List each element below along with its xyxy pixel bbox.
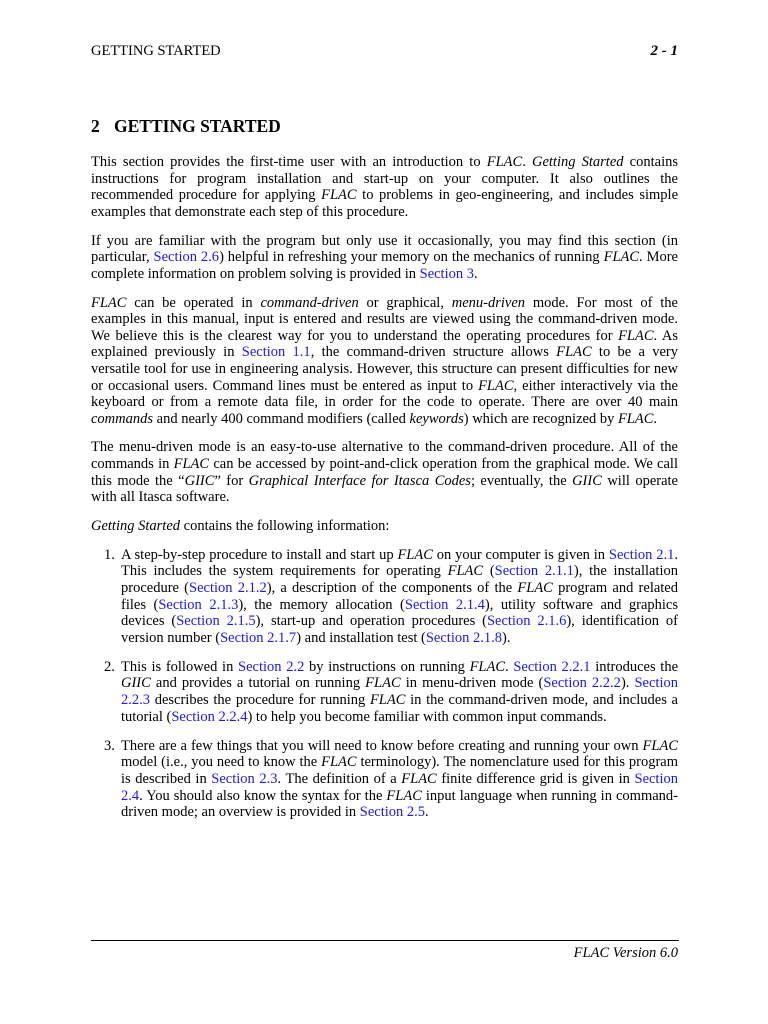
- menu-driven-term: menu-driven: [451, 294, 526, 311]
- text: ).: [501, 629, 511, 646]
- flac-term: FLAC: [642, 737, 678, 754]
- text: or graphical,: [358, 294, 452, 311]
- flac-term: FLAC: [478, 377, 514, 394]
- flac-term: FLAC: [618, 327, 654, 344]
- text: ).: [620, 675, 635, 692]
- link-section-2-1-7[interactable]: Section 2.1.7: [220, 629, 297, 646]
- paragraph-contents-lead: [91, 518, 678, 535]
- text: on your computer is given in: [432, 546, 609, 563]
- flac-term: FLAC: [401, 770, 437, 787]
- text: ), a description of the components of the: [266, 580, 518, 596]
- text: . You should also know the syntax for the: [139, 787, 387, 804]
- link-section-2-2[interactable]: Section 2.2: [238, 658, 305, 675]
- flac-term: FLAC: [447, 563, 484, 580]
- text: .: [505, 658, 514, 675]
- getting-started-term: Getting Started: [91, 518, 181, 535]
- text: to be a very versatile tool for use in engineering analysis. However, this structure can present difficulties for new or occasional users. Command lines must be entered as input to: [91, 344, 678, 394]
- giic-term: GIIC: [184, 472, 215, 489]
- text: . More complete information on problem solving is provided in: [91, 249, 678, 282]
- flac-term: FLAC: [91, 294, 127, 311]
- text: (: [483, 563, 495, 580]
- text: There are a few things that you will need to know before creating and running your own: [121, 737, 643, 754]
- text: . This includes the system requirements for operating: [121, 546, 678, 580]
- section-number: 2: [91, 116, 100, 136]
- flac-term: FLAC: [369, 692, 406, 709]
- text: .: [425, 804, 429, 821]
- flac-term: FLAC: [173, 456, 210, 473]
- text: program and related files (: [121, 580, 678, 613]
- text: terminology). The nomenclature used for this program is described in: [121, 754, 679, 787]
- text: in the command-driven mode, and includes a tutorial (: [121, 692, 678, 725]
- commands-term: commands: [91, 410, 154, 427]
- link-section-2-1-6[interactable]: Section 2.1.6: [486, 613, 567, 630]
- text: . As explained previously in: [91, 327, 678, 361]
- text: and provides a tutorial on running: [150, 675, 366, 692]
- text: . The definition of a: [277, 770, 402, 787]
- list-marker: 3.: [104, 737, 115, 754]
- text: can be accessed by point-and-click operation from the graphical mode. We call this mode the “: [91, 456, 678, 489]
- text: introduces the: [590, 658, 679, 675]
- text: and nearly 400 command modifiers (called: [153, 410, 410, 427]
- text: in menu-driven mode (: [400, 675, 544, 692]
- paragraph-familiar-users: [91, 233, 678, 283]
- text: A step-by-step procedure to install and start up: [121, 546, 398, 563]
- link-section-2-1-2[interactable]: Section 2.1.2: [189, 580, 267, 596]
- text: This section provides the first-time user with an introduction to: [91, 154, 487, 170]
- text: If you are familiar with the program but only use it occasionally, you may find this section (in particular,: [91, 232, 678, 266]
- list-marker: 1.: [104, 546, 115, 563]
- text: can be operated in: [126, 294, 261, 311]
- text: ), utility software and graphics devices (: [121, 596, 679, 630]
- giic-term: GIIC: [572, 472, 602, 489]
- text: ), start-up and operation procedures (: [255, 613, 487, 630]
- text: will operate with all Itasca software.: [91, 472, 678, 506]
- text: describes the procedure for running: [150, 692, 370, 709]
- text: , the command-driven structure allows: [310, 344, 557, 361]
- list-marker: 2.: [104, 658, 115, 675]
- text: to problems in geo-engineering, and includes simple examples that demonstrate each step of this procedure.: [91, 187, 679, 220]
- paragraph-operating-modes: [91, 295, 678, 428]
- link-section-2-1-4[interactable]: Section 2.1.4: [404, 596, 485, 613]
- text: contains instructions for program installation and start-up on your computer. It also outlines the recommended procedure for applying: [91, 154, 678, 204]
- keywords-term: keywords: [409, 410, 464, 427]
- giic-term: GIIC: [121, 675, 151, 692]
- text: finite difference grid is given in: [436, 770, 635, 787]
- link-section-2-2-3[interactable]: Section 2.2.3: [121, 675, 678, 709]
- text: .: [522, 154, 532, 170]
- text: ) helpful in refreshing your memory on the mechanics of running: [219, 249, 604, 266]
- flac-term: FLAC: [321, 754, 357, 771]
- link-section-1-1[interactable]: Section 1.1: [241, 344, 311, 361]
- contents-list: [91, 547, 678, 821]
- flac-term: FLAC: [603, 249, 640, 266]
- flac-term: FLAC: [486, 154, 523, 170]
- link-section-2-2-4[interactable]: Section 2.2.4: [171, 708, 248, 725]
- text: This is followed in: [121, 658, 239, 675]
- text: ) and installation test (: [296, 629, 426, 646]
- link-section-2-2-2[interactable]: Section 2.2.2: [543, 675, 621, 692]
- flac-term: FLAC: [469, 658, 506, 675]
- text: .: [653, 410, 658, 427]
- flac-term: FLAC: [556, 344, 592, 361]
- paragraph-menu-driven: [91, 439, 678, 505]
- link-section-2-1-8[interactable]: Section 2.1.8: [425, 629, 502, 646]
- running-header-title: GETTING STARTED: [91, 43, 221, 59]
- flac-term: FLAC: [321, 187, 357, 204]
- text: by instructions on running: [304, 658, 470, 675]
- text: .: [474, 265, 478, 282]
- list-item: [91, 547, 678, 647]
- flac-term: FLAC: [517, 580, 553, 596]
- text: ) which are recognized by: [463, 410, 618, 427]
- link-section-2-1-3[interactable]: Section 2.1.3: [158, 596, 239, 613]
- footer-version: FLAC Version 6.0: [573, 945, 678, 961]
- text: ) to help you become familiar with common input commands.: [247, 708, 607, 725]
- list-item: [91, 659, 678, 725]
- page-number: 2 - 1: [650, 43, 678, 59]
- text: ), the memory allocation (: [238, 596, 405, 613]
- link-section-2-5[interactable]: Section 2.5: [359, 804, 426, 821]
- section-heading: [91, 116, 281, 137]
- text: ” for: [214, 472, 249, 489]
- text: ), identification of version number (: [121, 613, 678, 646]
- text: contains the following information:: [180, 518, 390, 535]
- link-section-2-6[interactable]: Section 2.6: [153, 249, 220, 266]
- link-section-2-1-5[interactable]: Section 2.1.5: [176, 613, 256, 630]
- paragraph-intro: [91, 154, 678, 220]
- text: ; eventually, the: [470, 472, 573, 489]
- list-item: [91, 738, 678, 821]
- flac-term: FLAC: [365, 675, 401, 692]
- link-section-2-1[interactable]: Section 2.1: [608, 546, 675, 563]
- getting-started-term: Getting Started: [531, 154, 624, 170]
- text: input language when running in command-driven mode; an overview is provided in: [121, 787, 678, 821]
- footer-rule: [91, 940, 679, 941]
- link-section-2-1-1[interactable]: Section 2.1.1: [494, 563, 574, 580]
- text: The menu-driven mode is an easy-to-use alternative to the command-driven procedure. All of the commands in: [91, 439, 678, 473]
- text: mode. For most of the examples in this manual, input is entered and results are viewed using the command-driven mode. We believe this is the clearest way for you to understand the operating procedures for: [91, 294, 678, 344]
- text: , either interactively via the keyboard or from a remote data file, in order for the code to operate. There are over 40 main: [91, 377, 678, 411]
- giic-expansion-term: Graphical Interface for Itasca Codes: [248, 472, 471, 489]
- flac-term: FLAC: [397, 546, 433, 563]
- link-section-3[interactable]: Section 3: [419, 265, 474, 282]
- section-title-text: GETTING STARTED: [114, 116, 281, 136]
- flac-term: FLAC: [617, 410, 654, 427]
- command-driven-term: command-driven: [260, 294, 359, 311]
- link-section-2-2-1[interactable]: Section 2.2.1: [513, 658, 591, 675]
- page-body: [91, 154, 678, 833]
- text: ), the installation procedure (: [121, 563, 678, 596]
- link-section-2-4[interactable]: Section 2.4: [121, 770, 678, 804]
- flac-term: FLAC: [386, 787, 422, 804]
- link-section-2-3[interactable]: Section 2.3: [211, 770, 278, 787]
- text: model (i.e., you need to know the: [121, 754, 322, 771]
